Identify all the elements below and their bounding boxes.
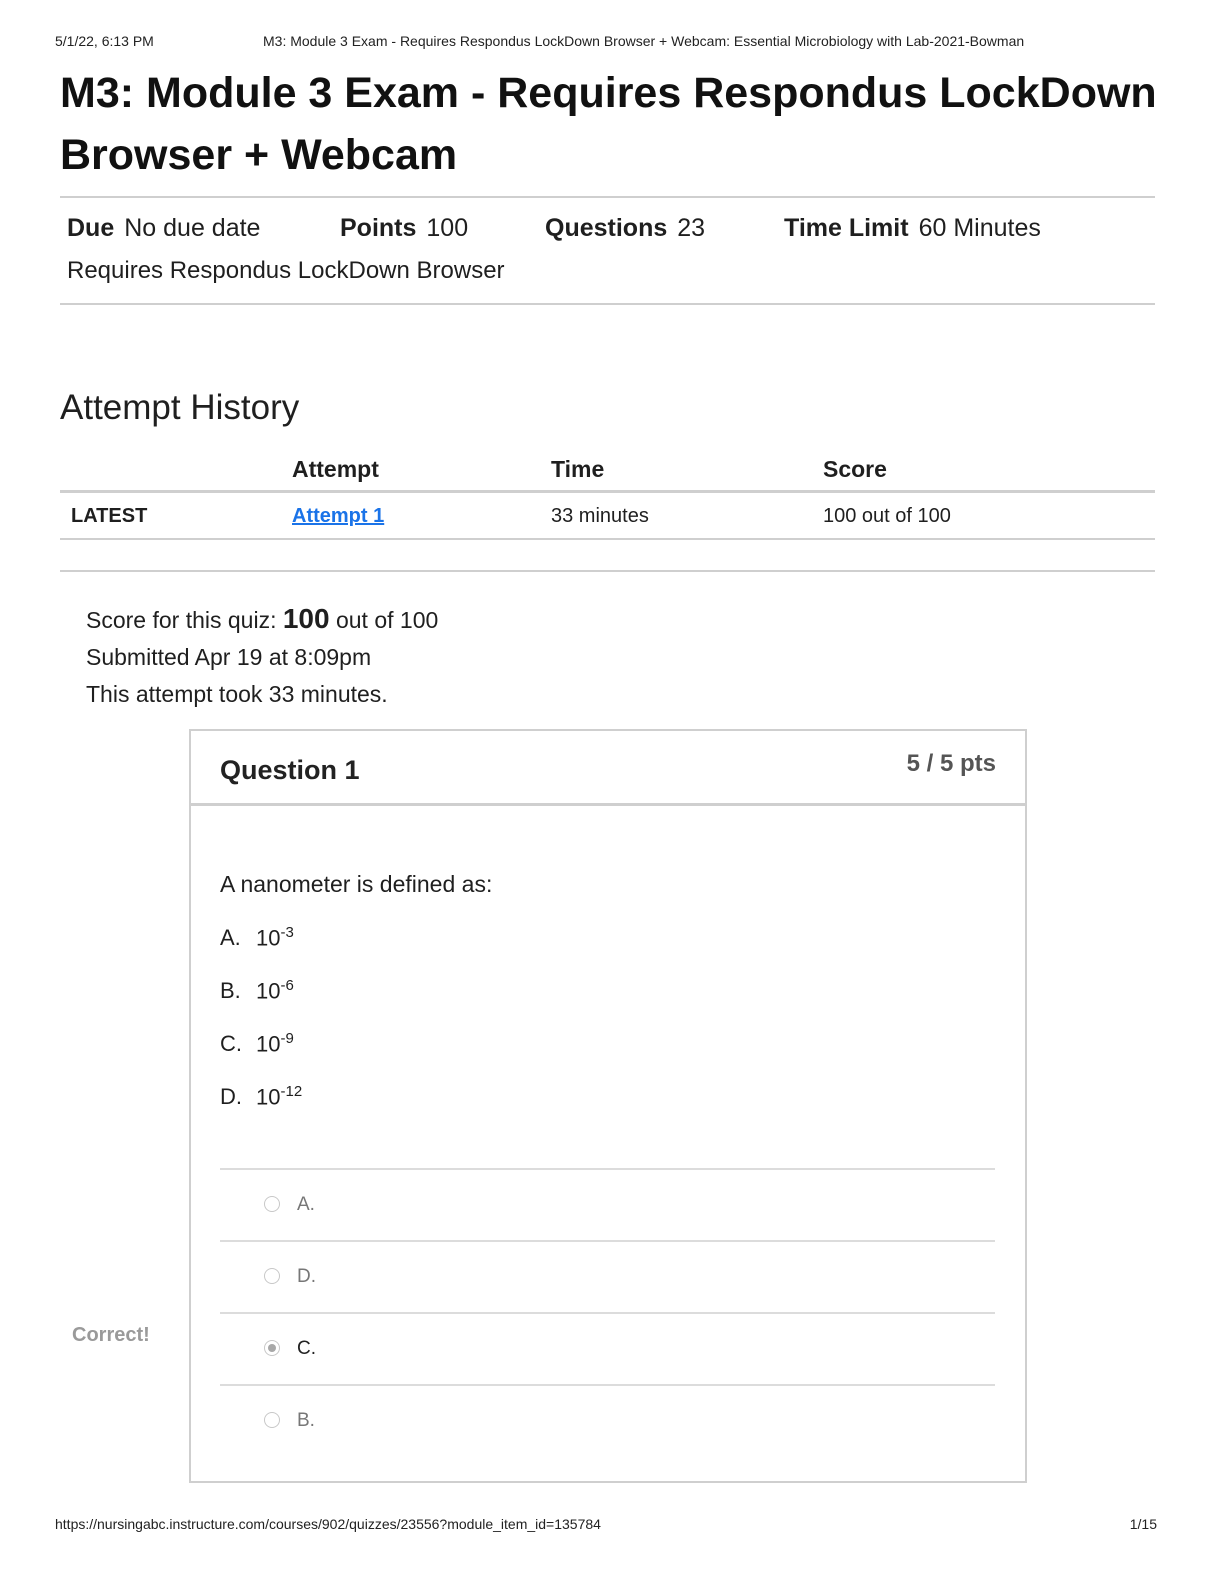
questions-label: Questions <box>545 214 668 242</box>
column-header-attempt: Attempt <box>292 456 379 482</box>
due-label: Due <box>67 214 115 242</box>
attempt-1-link[interactable]: Attempt 1 <box>292 505 385 527</box>
answer-option-c[interactable] <box>220 1312 995 1384</box>
answer-option-d[interactable] <box>220 1240 995 1312</box>
print-header <box>55 33 1169 51</box>
divider <box>60 303 1155 305</box>
answer-label: C. <box>297 1338 316 1359</box>
question-text: A nanometer is defined as: <box>220 871 493 897</box>
answer-label: A. <box>297 1194 315 1215</box>
correct-answer-flag: Correct! <box>72 1324 150 1346</box>
score-suffix: out of 100 <box>335 607 439 633</box>
question-title: Question 1 <box>220 755 360 785</box>
time-limit-value: 60 Minutes <box>918 214 1041 242</box>
attempt-history-heading: Attempt History <box>60 388 300 427</box>
points-info <box>340 214 468 243</box>
question-card <box>189 729 1027 1483</box>
page-number: 1/15 <box>1129 1516 1157 1532</box>
answer-label: B. <box>297 1410 315 1431</box>
question-points: 5 / 5 pts <box>906 750 996 777</box>
submitted-line: Submitted Apr 19 at 8:09pm <box>86 644 372 670</box>
divider <box>60 196 1155 198</box>
answer-option-a[interactable] <box>220 1168 995 1240</box>
answer-list <box>220 1168 995 1456</box>
divider <box>60 570 1155 572</box>
radio-button[interactable] <box>264 1196 280 1212</box>
radio-button-selected[interactable] <box>264 1340 280 1356</box>
quiz-summary <box>86 600 438 713</box>
latest-tag: LATEST <box>71 505 148 527</box>
question-header <box>191 731 1025 806</box>
option-line-b: B. $10^{-6}$ <box>220 977 294 1004</box>
duration-line: This attempt took 33 minutes. <box>86 681 388 707</box>
radio-button[interactable] <box>264 1268 280 1284</box>
due-value: No due date <box>124 214 261 242</box>
print-datetime: 5/1/22, 6:13 PM <box>55 33 154 49</box>
time-limit-label: Time Limit <box>784 214 909 242</box>
due-info <box>67 214 260 243</box>
points-label: Points <box>340 214 417 242</box>
time-limit-info <box>784 214 1041 243</box>
attempt-score: 100 out of 100 <box>823 505 951 527</box>
option-line-a: A. $10^{-3}$ <box>220 924 294 951</box>
print-url: https://nursingabc.instructure.com/courses/902/quizzes/23556?module_item_id=135784 <box>55 1516 601 1532</box>
answer-option-b[interactable] <box>220 1384 995 1456</box>
attempt-time: 33 minutes <box>551 505 649 527</box>
column-header-score: Score <box>823 456 887 482</box>
radio-button[interactable] <box>264 1412 280 1428</box>
questions-info <box>545 214 705 243</box>
answer-label: D. <box>297 1266 316 1287</box>
questions-value: 23 <box>677 214 706 242</box>
table-row-attempt <box>292 505 384 528</box>
header-divider <box>60 490 1155 493</box>
quiz-score-line <box>86 600 438 639</box>
print-doc-title: M3: Module 3 Exam - Requires Respondus LockDown Browser + Webcam: Essential Microbiology with Lab-2021-Bowman <box>263 33 1025 49</box>
score-prefix: Score for this quiz: <box>86 607 277 633</box>
score-value: 100 <box>282 603 330 634</box>
page-title: M3: Module 3 Exam - Requires Respondus LockDown Browser + Webcam <box>60 69 1157 179</box>
lockdown-requirement: Requires Respondus LockDown Browser <box>67 257 505 284</box>
option-line-d: D. $10^{-12}$ <box>220 1083 303 1110</box>
column-header-time: Time <box>551 456 605 482</box>
option-line-c: C. $10^{-9}$ <box>220 1030 294 1057</box>
row-divider <box>60 538 1155 540</box>
points-value: 100 <box>426 214 469 242</box>
